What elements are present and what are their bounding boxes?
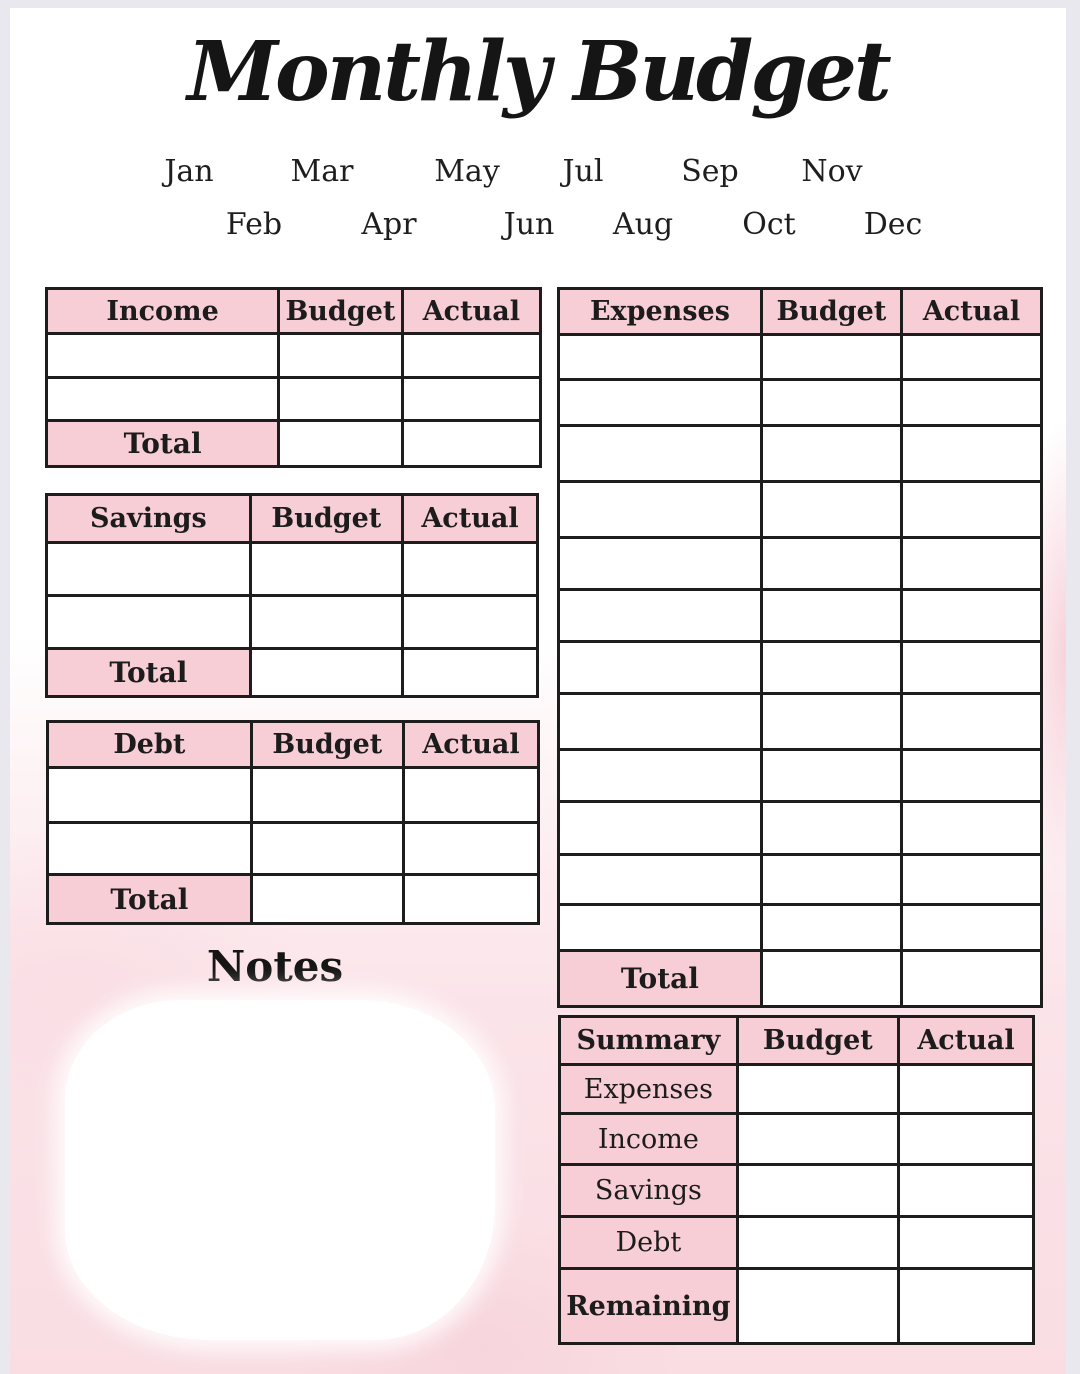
empty-cell [559, 426, 762, 482]
table-row [559, 335, 1042, 380]
empty-cell [901, 538, 1041, 590]
empty-cell [559, 380, 762, 426]
empty-cell [48, 823, 252, 875]
table-row [48, 823, 539, 875]
summary-debt-row [560, 1217, 1034, 1269]
income-total-row [47, 421, 541, 467]
table-row [559, 802, 1042, 855]
empty-cell [761, 426, 901, 482]
empty-cell [761, 951, 901, 1007]
empty-cell [898, 1217, 1033, 1269]
summary-debt-label: Debt [560, 1217, 738, 1269]
expenses-header-cell: Expenses [559, 289, 762, 335]
empty-cell [898, 1114, 1033, 1165]
summary-income-row [560, 1114, 1034, 1165]
debt-header-cell: Debt [48, 722, 252, 768]
empty-cell [559, 802, 762, 855]
empty-cell [898, 1269, 1033, 1344]
empty-cell [559, 905, 762, 951]
month-jul: Jul [562, 154, 604, 189]
empty-cell [402, 334, 540, 378]
income-actual-header-cell: Actual [402, 289, 540, 334]
table-row [559, 905, 1042, 951]
empty-cell [402, 421, 540, 467]
table-row [559, 855, 1042, 905]
summary-savings-row [560, 1165, 1034, 1217]
empty-cell [761, 750, 901, 802]
month-sep: Sep [681, 154, 739, 189]
empty-cell [901, 750, 1041, 802]
empty-cell [559, 750, 762, 802]
page-title: Monthly Budget [187, 24, 889, 120]
table-row [48, 768, 539, 823]
table-row [559, 538, 1042, 590]
empty-cell [901, 335, 1041, 380]
expenses-table [557, 287, 1043, 1008]
empty-cell [47, 543, 251, 596]
empty-cell [901, 426, 1041, 482]
table-row [559, 482, 1042, 538]
debt-total-label: Total [48, 875, 252, 924]
month-may: May [434, 154, 500, 189]
empty-cell [279, 378, 403, 421]
savings-header-row [47, 495, 538, 543]
summary-budget-header-cell: Budget [737, 1017, 898, 1065]
empty-cell [559, 855, 762, 905]
debt-budget-header-cell: Budget [251, 722, 403, 768]
summary-header-row [560, 1017, 1034, 1065]
month-jan: Jan [164, 154, 214, 189]
empty-cell [250, 649, 402, 697]
expenses-actual-header-cell: Actual [901, 289, 1041, 335]
expenses-header-row [559, 289, 1042, 335]
empty-cell [761, 482, 901, 538]
empty-cell [559, 482, 762, 538]
empty-cell [403, 823, 538, 875]
debt-total-row [48, 875, 539, 924]
empty-cell [761, 538, 901, 590]
month-oct: Oct [742, 207, 796, 242]
summary-income-label: Income [560, 1114, 738, 1165]
empty-cell [47, 596, 251, 649]
table-row [559, 380, 1042, 426]
empty-cell [250, 596, 402, 649]
savings-actual-header-cell: Actual [402, 495, 537, 543]
empty-cell [901, 380, 1041, 426]
month-nov: Nov [801, 154, 863, 189]
empty-cell [402, 543, 537, 596]
savings-table [45, 493, 539, 698]
month-mar: Mar [290, 154, 354, 189]
table-row [559, 694, 1042, 750]
empty-cell [251, 875, 403, 924]
debt-actual-header-cell: Actual [403, 722, 538, 768]
table-row [559, 426, 1042, 482]
empty-cell [251, 823, 403, 875]
income-header-row [47, 289, 541, 334]
debt-header-row [48, 722, 539, 768]
table-row [559, 642, 1042, 694]
month-aug: Aug [612, 207, 674, 242]
savings-header-cell: Savings [47, 495, 251, 543]
debt-table [46, 720, 540, 925]
empty-cell [559, 538, 762, 590]
table-row [559, 750, 1042, 802]
empty-cell [761, 855, 901, 905]
empty-cell [559, 694, 762, 750]
empty-cell [761, 590, 901, 642]
income-budget-header-cell: Budget [279, 289, 403, 334]
notes-area [65, 1000, 495, 1340]
empty-cell [901, 905, 1041, 951]
summary-expenses-label: Expenses [560, 1065, 738, 1114]
savings-total-row [47, 649, 538, 697]
empty-cell [737, 1269, 898, 1344]
summary-remaining-label: Remaining [560, 1269, 738, 1344]
empty-cell [559, 642, 762, 694]
table-row [47, 596, 538, 649]
summary-remaining-row [560, 1269, 1034, 1344]
empty-cell [901, 642, 1041, 694]
table-row [559, 590, 1042, 642]
empty-cell [279, 421, 403, 467]
empty-cell [48, 768, 252, 823]
month-dec: Dec [863, 207, 923, 242]
empty-cell [901, 951, 1041, 1007]
empty-cell [901, 590, 1041, 642]
summary-savings-label: Savings [560, 1165, 738, 1217]
empty-cell [279, 334, 403, 378]
table-row [47, 334, 541, 378]
empty-cell [761, 642, 901, 694]
empty-cell [761, 335, 901, 380]
income-total-label: Total [47, 421, 279, 467]
empty-cell [737, 1217, 898, 1269]
month-apr: Apr [361, 207, 417, 242]
table-row [47, 378, 541, 421]
empty-cell [403, 875, 538, 924]
empty-cell [901, 694, 1041, 750]
empty-cell [761, 802, 901, 855]
empty-cell [402, 378, 540, 421]
expenses-budget-header-cell: Budget [761, 289, 901, 335]
empty-cell [737, 1065, 898, 1114]
empty-cell [402, 596, 537, 649]
empty-cell [898, 1165, 1033, 1217]
savings-total-label: Total [47, 649, 251, 697]
empty-cell [559, 590, 762, 642]
income-header-cell: Income [47, 289, 279, 334]
expenses-total-row [559, 951, 1042, 1007]
income-table [45, 287, 542, 468]
expenses-total-label: Total [559, 951, 762, 1007]
empty-cell [898, 1065, 1033, 1114]
empty-cell [761, 905, 901, 951]
planner-page [10, 8, 1066, 1374]
empty-cell [761, 694, 901, 750]
empty-cell [901, 802, 1041, 855]
month-jun: Jun [503, 207, 555, 242]
table-row [47, 543, 538, 596]
month-feb: Feb [225, 207, 283, 242]
empty-cell [737, 1114, 898, 1165]
empty-cell [251, 768, 403, 823]
empty-cell [761, 380, 901, 426]
empty-cell [737, 1165, 898, 1217]
savings-budget-header-cell: Budget [250, 495, 402, 543]
summary-actual-header-cell: Actual [898, 1017, 1033, 1065]
summary-header-cell: Summary [560, 1017, 738, 1065]
summary-expenses-row [560, 1065, 1034, 1114]
empty-cell [901, 855, 1041, 905]
empty-cell [47, 334, 279, 378]
empty-cell [901, 482, 1041, 538]
notes-title: Notes [206, 942, 344, 991]
empty-cell [402, 649, 537, 697]
empty-cell [403, 768, 538, 823]
summary-table [558, 1015, 1035, 1345]
empty-cell [250, 543, 402, 596]
empty-cell [47, 378, 279, 421]
empty-cell [559, 335, 762, 380]
